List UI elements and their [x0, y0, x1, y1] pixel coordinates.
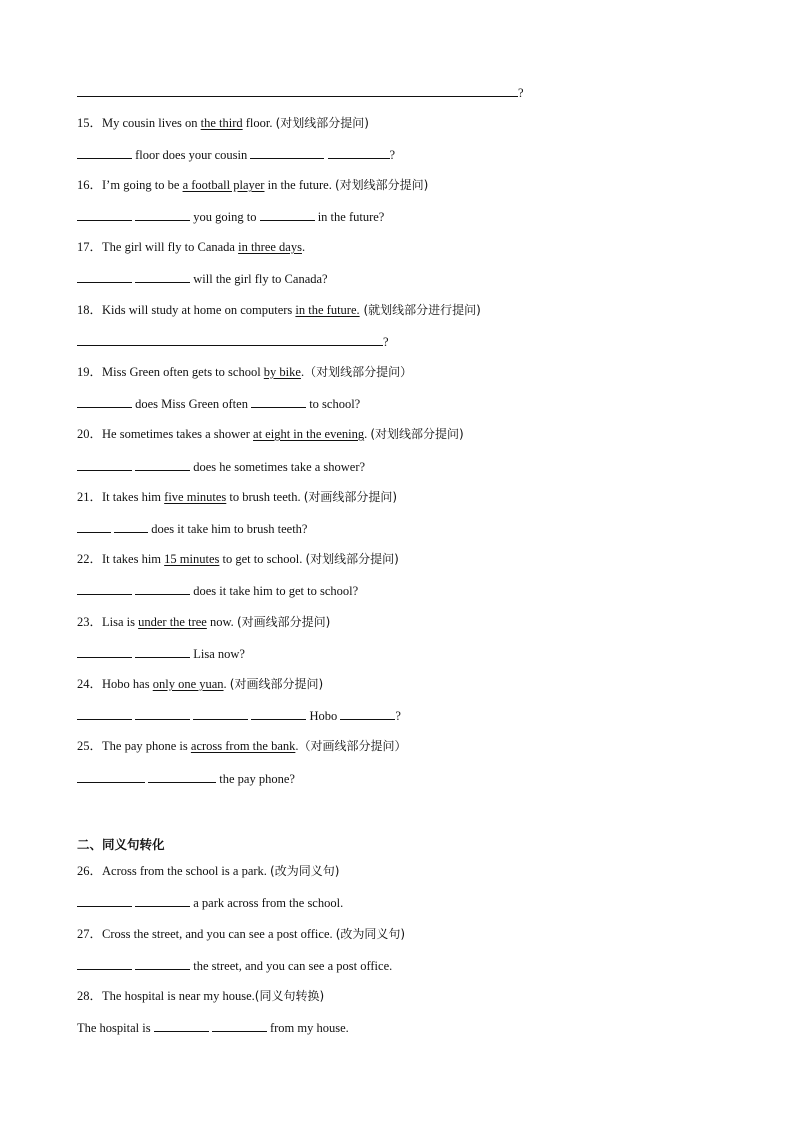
- answer-blank[interactable]: [135, 208, 190, 221]
- answer-blank[interactable]: [77, 395, 132, 408]
- answer-blank[interactable]: [250, 146, 324, 159]
- question-24: 24．Hobo has only one yuan. (对画线部分提问): [77, 677, 324, 691]
- question-16: 16．I’m going to be a football player in the future. (对划线部分提问): [77, 178, 429, 192]
- question-22: 22．It takes him 15 minutes to get to school. (对划线部分提问): [77, 552, 399, 566]
- answer-28: The hospital is from my house.: [77, 1021, 349, 1035]
- answer-blank[interactable]: [77, 146, 132, 159]
- answer-19: does Miss Green often to school?: [77, 395, 360, 412]
- answer-blank[interactable]: [328, 146, 390, 159]
- question-23: 23．Lisa is under the tree now. (对画线部分提问): [77, 615, 331, 629]
- answer-blank[interactable]: [77, 645, 132, 658]
- answer-blank[interactable]: [77, 208, 132, 221]
- question-18: 18．Kids will study at home on computers in the future. (就划线部分进行提问): [77, 303, 481, 317]
- answer-blank[interactable]: [77, 270, 132, 283]
- answer-blank[interactable]: [251, 395, 306, 408]
- answer-blank[interactable]: [135, 582, 190, 595]
- answer-20: does he sometimes take a shower?: [77, 458, 365, 475]
- question-15: 15．My cousin lives on the third floor. (对划线部分提问): [77, 116, 369, 130]
- answer-blank[interactable]: [77, 707, 132, 720]
- answer-blank[interactable]: [77, 458, 132, 471]
- answer-17: will the girl fly to Canada?: [77, 270, 328, 287]
- answer-27: the street, and you can see a post office.: [77, 957, 392, 974]
- answer-blank[interactable]: [135, 270, 190, 283]
- answer-25: the pay phone?: [77, 770, 295, 787]
- answer-24: Hobo ?: [77, 707, 401, 724]
- answer-blank[interactable]: [135, 957, 190, 970]
- answer-blank[interactable]: [251, 707, 306, 720]
- question-19: 19．Miss Green often gets to school by bike.（对划线部分提问）: [77, 365, 413, 379]
- answer-blank[interactable]: [193, 707, 248, 720]
- answer-blank[interactable]: [135, 645, 190, 658]
- answer-16: you going to in the future?: [77, 208, 384, 225]
- answer-blank[interactable]: [135, 707, 190, 720]
- section-title: 二、同义句转化: [77, 837, 165, 852]
- answer-line-14: ?: [77, 84, 524, 101]
- answer-blank[interactable]: [77, 957, 132, 970]
- question-27: 27．Cross the street, and you can see a post office. (改为同义句): [77, 927, 406, 941]
- answer-blank[interactable]: [260, 208, 315, 221]
- question-21: 21．It takes him five minutes to brush teeth. (对画线部分提问): [77, 490, 398, 504]
- answer-blank[interactable]: [154, 1019, 209, 1032]
- answer-blank[interactable]: [77, 84, 518, 97]
- answer-15: floor does your cousin ?: [77, 146, 395, 163]
- answer-22: does it take him to get to school?: [77, 582, 358, 599]
- question-17: 17．The girl will fly to Canada in three days.: [77, 240, 306, 254]
- answer-26: a park across from the school.: [77, 894, 343, 911]
- answer-blank[interactable]: [135, 894, 190, 907]
- answer-blank[interactable]: [77, 770, 145, 783]
- answer-blank[interactable]: [77, 582, 132, 595]
- question-20: 20．He sometimes takes a shower at eight in the evening. (对划线部分提问): [77, 427, 464, 441]
- question-28: 28．The hospital is near my house.(同义句转换): [77, 989, 325, 1003]
- answer-blank[interactable]: [340, 707, 395, 720]
- answer-blank[interactable]: [114, 520, 148, 533]
- answer-blank[interactable]: [77, 520, 111, 533]
- answer-21: does it take him to brush teeth?: [77, 520, 307, 537]
- question-25: 25．The pay phone is across from the bank.（对画线部分提问）: [77, 739, 407, 753]
- answer-blank[interactable]: [77, 894, 132, 907]
- answer-blank[interactable]: [77, 333, 383, 346]
- answer-23: Lisa now?: [77, 645, 245, 662]
- answer-blank[interactable]: [148, 770, 216, 783]
- answer-blank[interactable]: [135, 458, 190, 471]
- answer-18: ?: [77, 333, 389, 350]
- answer-blank[interactable]: [212, 1019, 267, 1032]
- question-26: 26．Across from the school is a park. (改为同义句): [77, 864, 340, 878]
